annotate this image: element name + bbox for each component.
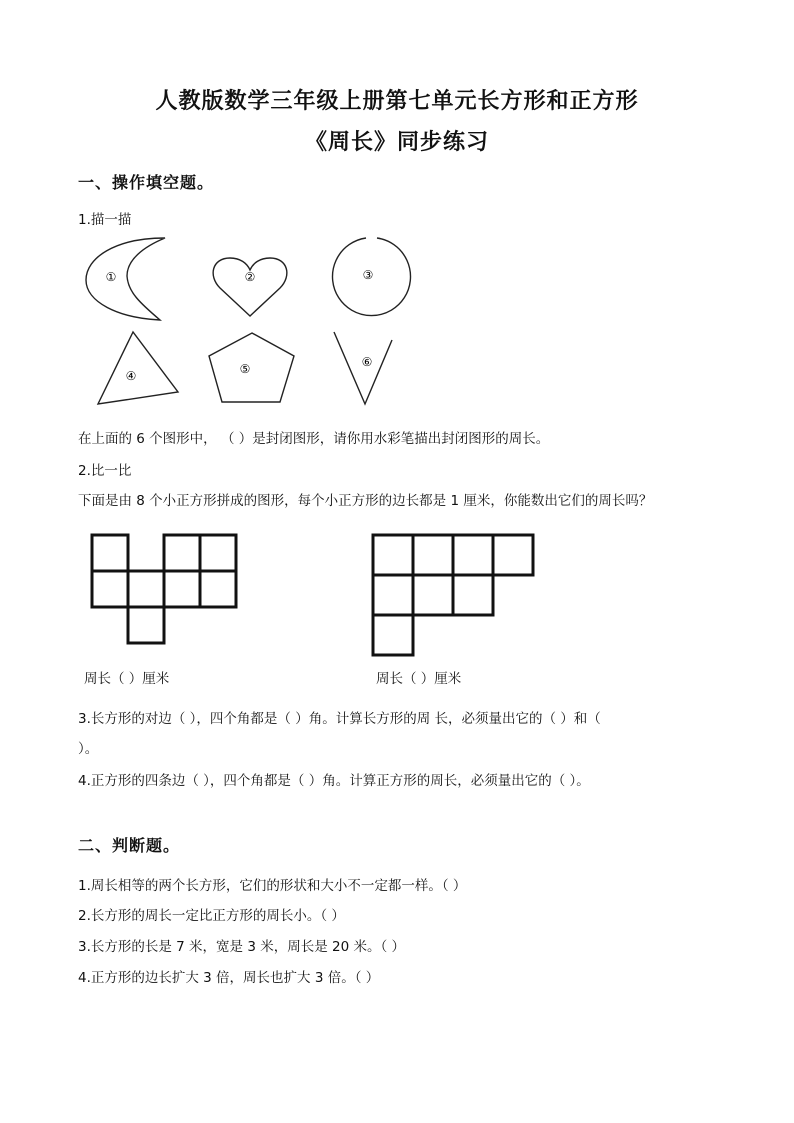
q1-heading: 1.描一描 bbox=[78, 212, 132, 228]
shape-label-6: ⑥ bbox=[361, 355, 373, 369]
q2-text: 下面是由 8 个小正方形拼成的图形，每个小正方形的边长都是 1 厘米，你能数出它们的周长吗？ bbox=[78, 493, 653, 509]
q3-text-cont: ）。 bbox=[78, 741, 99, 757]
q2-answer-left: 周长（ ）厘米 bbox=[84, 671, 170, 687]
judge-item-2: 2.长方形的周长一定比正方形的周长小。（ ） bbox=[78, 908, 345, 924]
section1-heading: 一、操作填空题。 bbox=[78, 173, 215, 192]
shape-label-4: ④ bbox=[125, 369, 137, 383]
judge-item-1: 1.周长相等的两个长方形，它们的形状和大小不一定都一样。（ ） bbox=[78, 878, 467, 894]
q2-heading: 2.比一比 bbox=[78, 463, 132, 479]
shape-label-2: ② bbox=[244, 270, 256, 284]
shape-label-1: ① bbox=[105, 270, 117, 284]
grid-figure-left bbox=[92, 535, 236, 643]
section2-heading: 二、判断题。 bbox=[78, 836, 181, 855]
q1-text: 在上面的 6 个图形中， （ ）是封闭图形，请你用水彩笔描出封闭图形的周长。 bbox=[78, 431, 550, 447]
shape-label-3: ③ bbox=[362, 268, 374, 282]
q2-answer-right: 周长（ ）厘米 bbox=[376, 671, 462, 687]
judge-item-3: 3.长方形的长是 7 米，宽是 3 米，周长是 20 米。（ ） bbox=[78, 939, 406, 955]
shape-label-5: ⑤ bbox=[239, 362, 251, 376]
doc-title-line1: 人教版数学三年级上册第七单元长方形和正方形 bbox=[155, 88, 639, 114]
judge-item-4: 4.正方形的边长扩大 3 倍，周长也扩大 3 倍。（ ） bbox=[78, 970, 380, 986]
q4-text: 4.正方形的四条边（ ），四个角都是（ ）角。计算正方形的周长，必须量出它的（ ）。 bbox=[78, 773, 590, 789]
grid-figure-right bbox=[373, 535, 533, 655]
doc-title-line2: 《周长》同步练习 bbox=[304, 129, 489, 155]
q3-text: 3.长方形的对边（ ），四个角都是（ ）角。计算长方形的周 长，必须量出它的（ ）和（ bbox=[78, 711, 601, 727]
